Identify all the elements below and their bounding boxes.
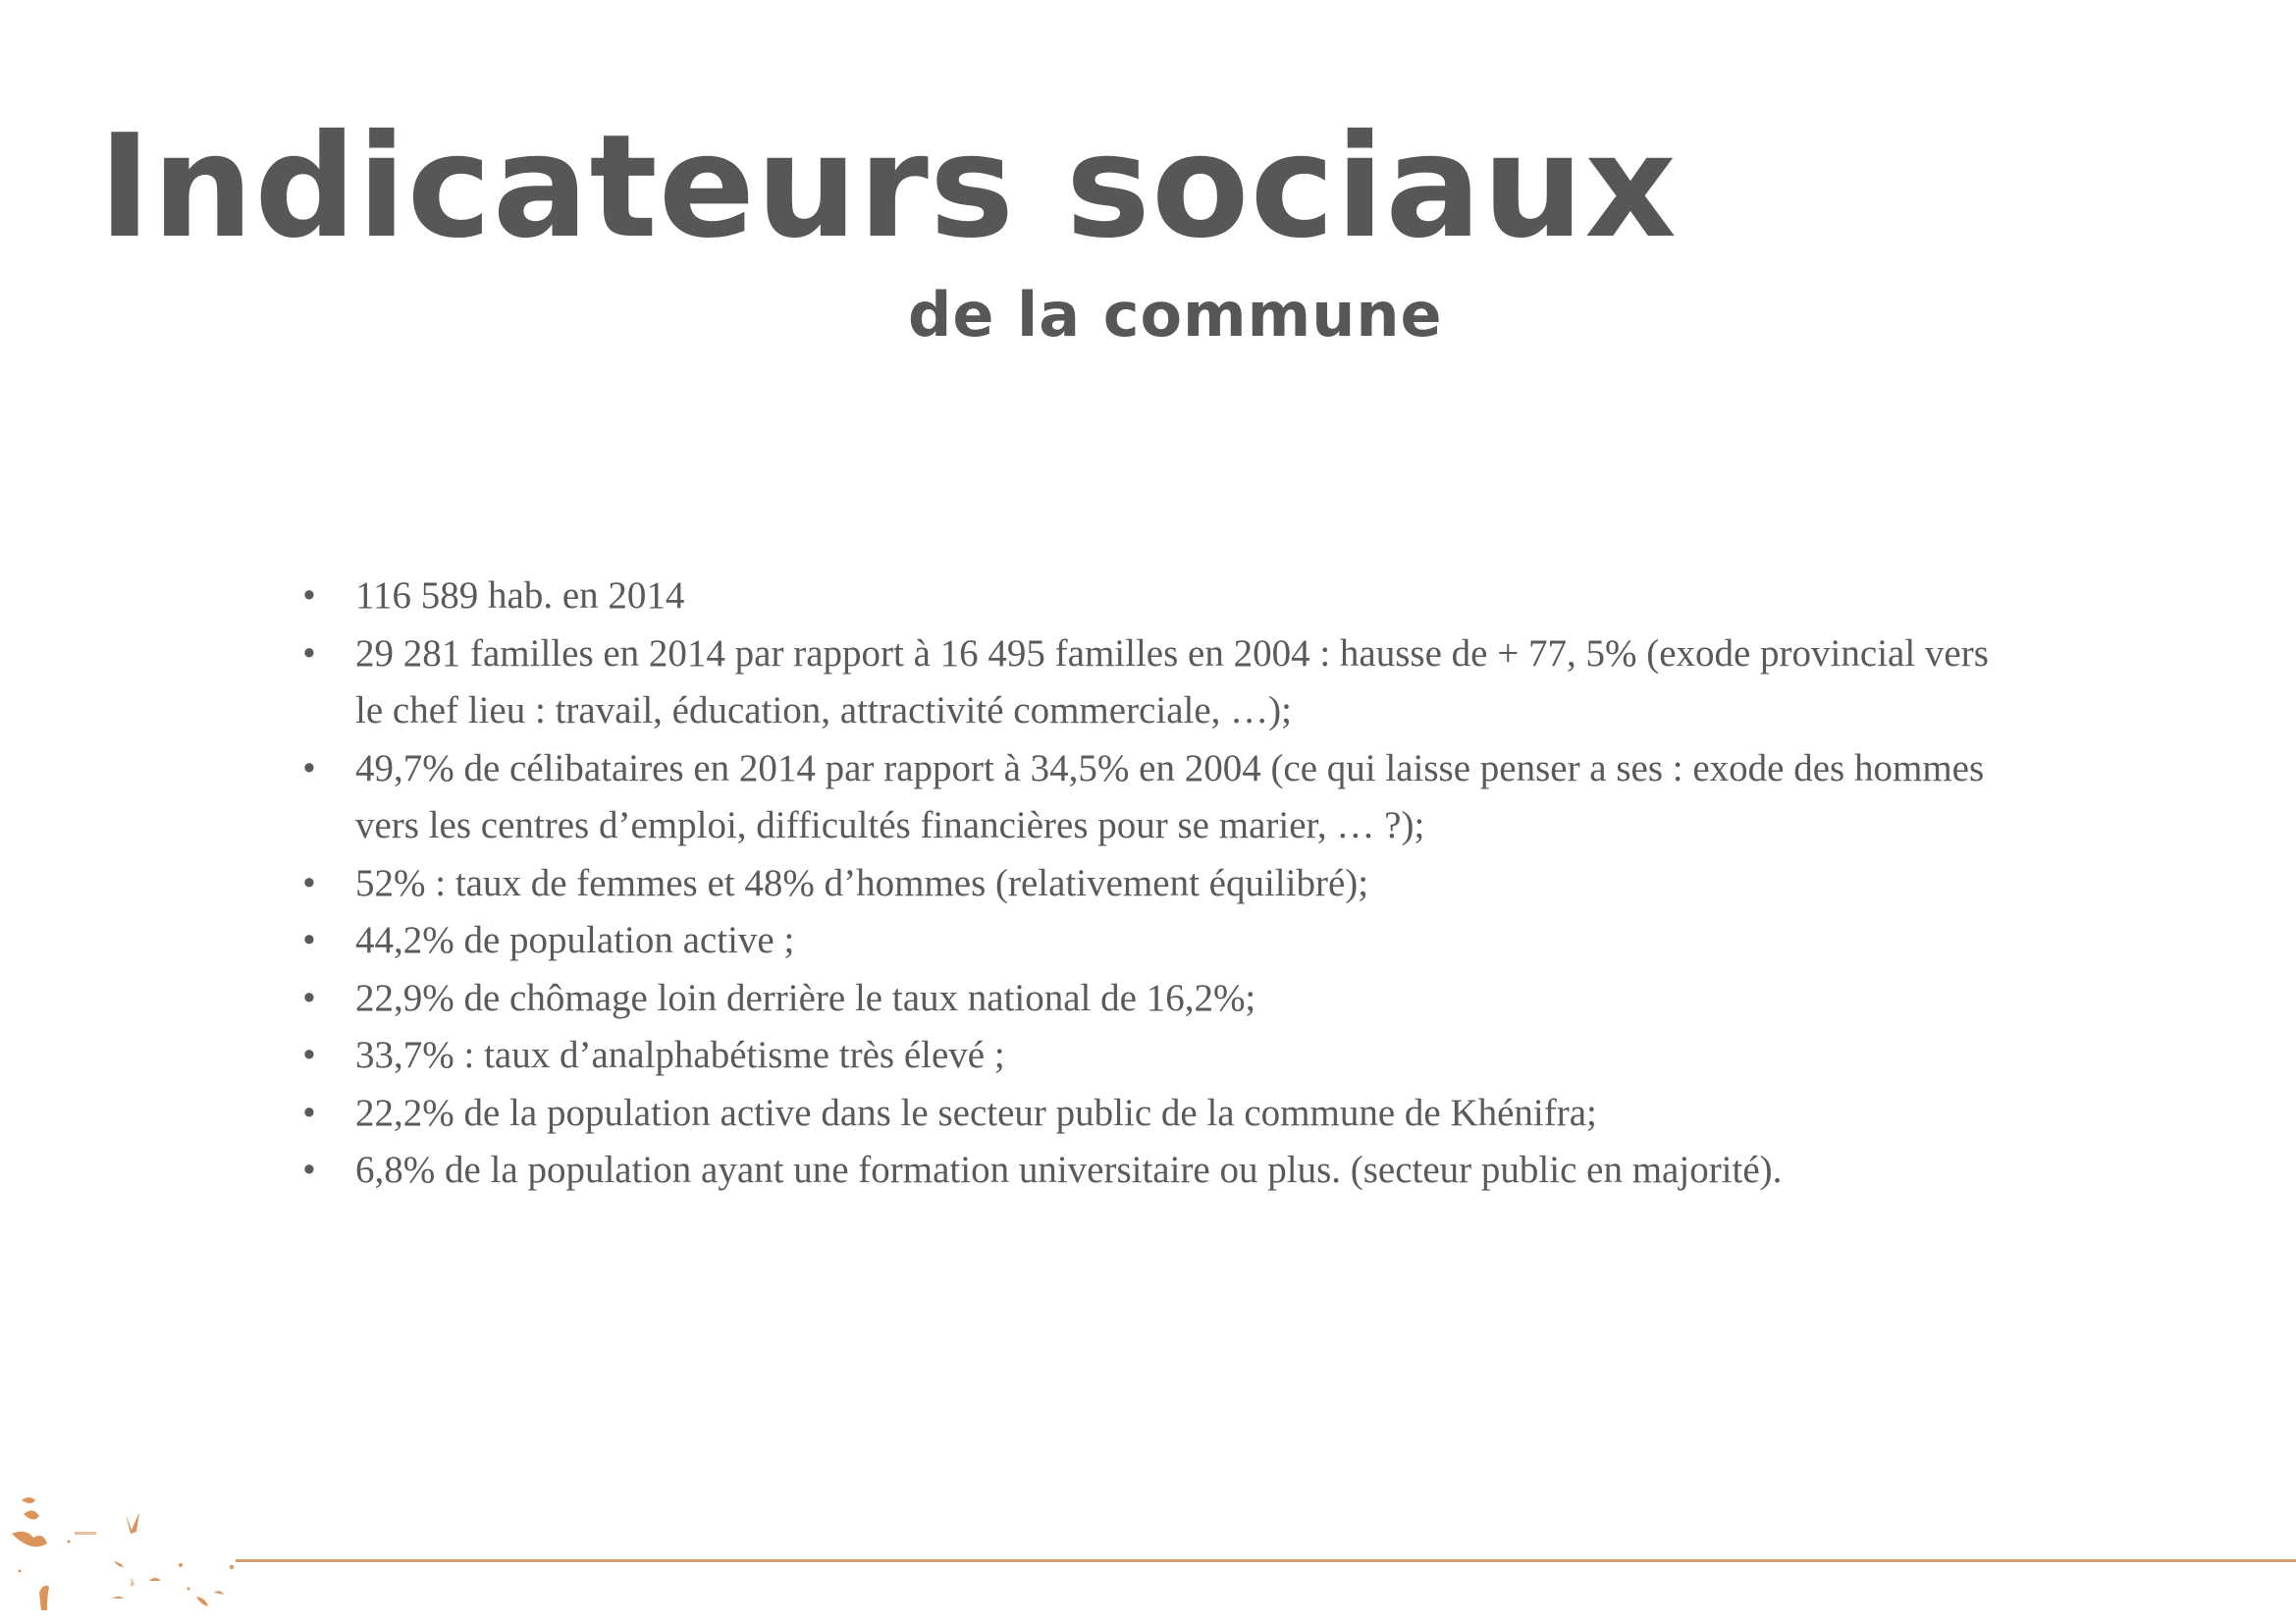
list-item [299,1142,2007,1200]
slide-title: Indicateurs sociaux [98,104,1678,270]
footer-divider [236,1559,2296,1562]
list-item [299,568,2007,625]
list-item-text: 33,7% : taux d’analphabétisme très élevé ; [355,1034,1005,1076]
bullet-icon: • [302,1149,316,1191]
indicator-list [299,568,2007,1200]
list-item-text: 22,2% de la population active dans le secteur public de la commune de Khénifra; [355,1091,1597,1134]
bullet-icon: • [302,1091,316,1134]
list-item-text: 52% : taux de femmes et 48% d’hommes (relativement équilibré); [355,861,1369,904]
list-item [299,740,2007,855]
list-item-text: 49,7% de célibataires en 2014 par rapport à 34,5% en 2004 (ce qui laisse penser a ses : exode des hommes vers les centres d’emploi, difficultés financières pour se marier, … ?); [355,746,1985,846]
list-item [299,912,2007,970]
list-item [299,970,2007,1028]
list-item [299,625,2007,740]
list-item [299,1027,2007,1085]
list-item-text: 44,2% de population active ; [355,919,795,961]
list-item [299,1085,2007,1143]
list-item-text: 6,8% de la population ayant une formation universitaire ou plus. (secteur public en majorité). [355,1149,1783,1191]
list-item-text: 29 281 familles en 2014 par rapport à 16 495 familles en 2004 : hausse de + 77, 5% (exode provincial vers le chef lieu : travail, éducation, attractivité commerciale, …); [355,631,1989,731]
decorative-logo-icon [0,1453,240,1610]
list-item [299,855,2007,913]
list-item-text: 22,9% de chômage loin derrière le taux national de 16,2%; [355,976,1256,1019]
bullet-icon: • [302,861,316,904]
bullet-icon: • [302,1034,316,1076]
slide-subtitle: de la commune [908,279,1443,351]
bullet-icon: • [302,976,316,1019]
bullet-icon: • [302,746,316,789]
bullet-icon: • [302,574,316,617]
bullet-icon: • [302,631,316,675]
list-item-text: 116 589 hab. en 2014 [355,574,685,617]
bullet-icon: • [302,919,316,961]
